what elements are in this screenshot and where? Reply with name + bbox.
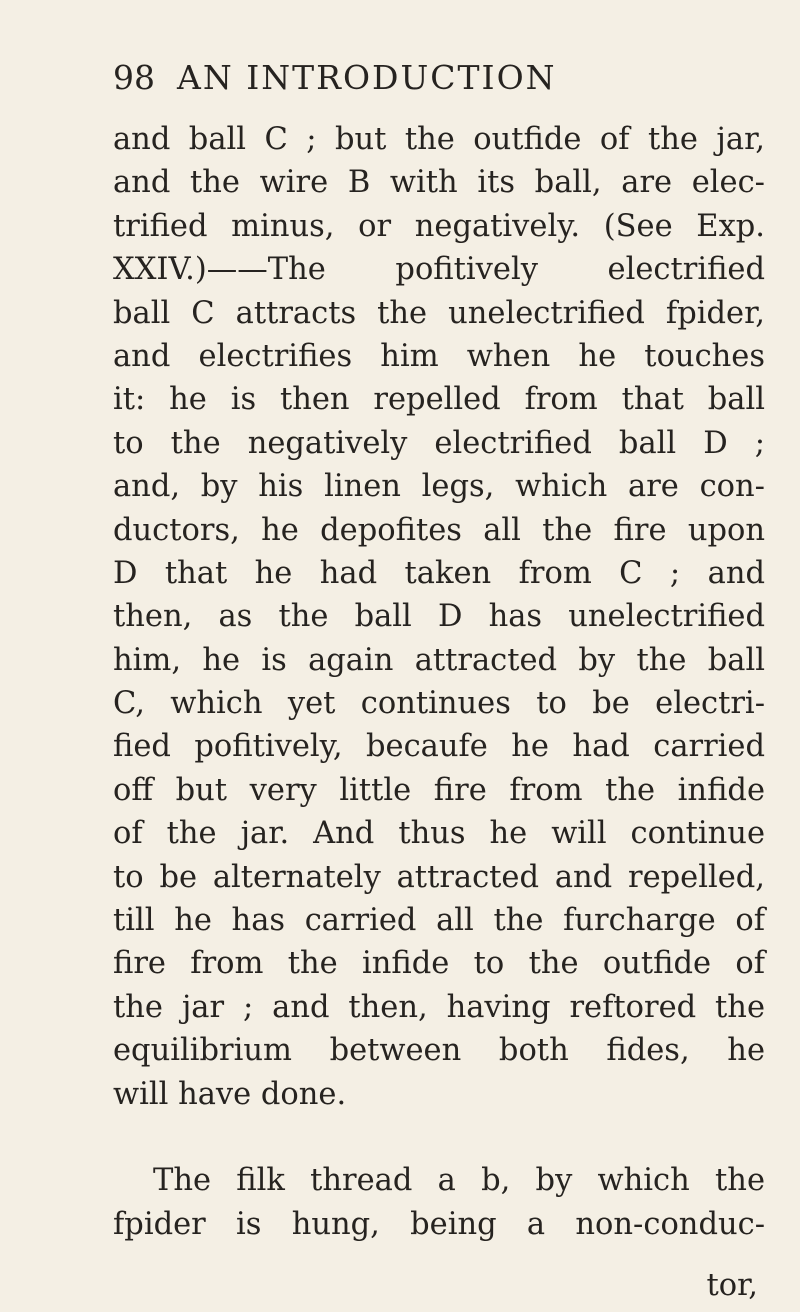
text-line: to be alternately attracted and repelled,: [113, 859, 765, 895]
text-line: XXIV.)——The pofitively electrified: [113, 252, 765, 288]
text-line: ductors, he depofites all the fire upon: [113, 512, 765, 548]
text-line: fied pofitively, becaufe he had carried: [113, 729, 765, 765]
catchword: tor,: [706, 1268, 758, 1303]
paragraph-gap: [113, 1116, 765, 1159]
text-line: of the jar. And thus he will continue: [113, 816, 765, 852]
running-title: AN INTRODUCTION: [177, 58, 557, 97]
page-number: 98: [113, 58, 155, 97]
text-line: the jar ; and then, having reftored the: [113, 989, 765, 1025]
text-line: him, he is again attracted by the ball: [113, 642, 765, 678]
running-header: [113, 58, 557, 97]
text-line: ball C attracts the unelectrified fpider,: [113, 295, 765, 331]
text-line: equilibrium between both fides, he: [113, 1033, 765, 1069]
text-line: it: he is then repelled from that ball: [113, 382, 765, 418]
text-line: fpider is hung, being a non-conduc-: [113, 1206, 765, 1242]
text-line: off but very little fire from the infide: [113, 772, 765, 808]
text-line: C, which yet continues to be electri-: [113, 686, 765, 722]
paragraph-2: [113, 1159, 765, 1246]
text-line: and the wire B with its ball, are elec-: [113, 165, 765, 201]
text-line: to the negatively electrified ball D ;: [113, 425, 765, 461]
text-line: and electrifies him when he touches: [113, 338, 765, 374]
text-line: D that he had taken from C ; and: [113, 555, 765, 591]
text-line: then, as the ball D has unelectrified: [113, 599, 765, 635]
text-line: The filk thread a b, by which the: [153, 1163, 765, 1199]
paragraph-1: [113, 118, 765, 1116]
body-text: [113, 118, 765, 1246]
text-line: till he has carried all the furcharge of: [113, 903, 765, 939]
text-line: trified minus, or negatively. (See Exp.: [113, 208, 765, 244]
text-line: will have done.: [113, 1076, 347, 1112]
text-line: and ball C ; but the outfide of the jar,: [113, 122, 765, 157]
text-line: and, by his linen legs, which are con-: [113, 469, 765, 505]
text-line: fire from the infide to the outfide of: [113, 946, 765, 982]
